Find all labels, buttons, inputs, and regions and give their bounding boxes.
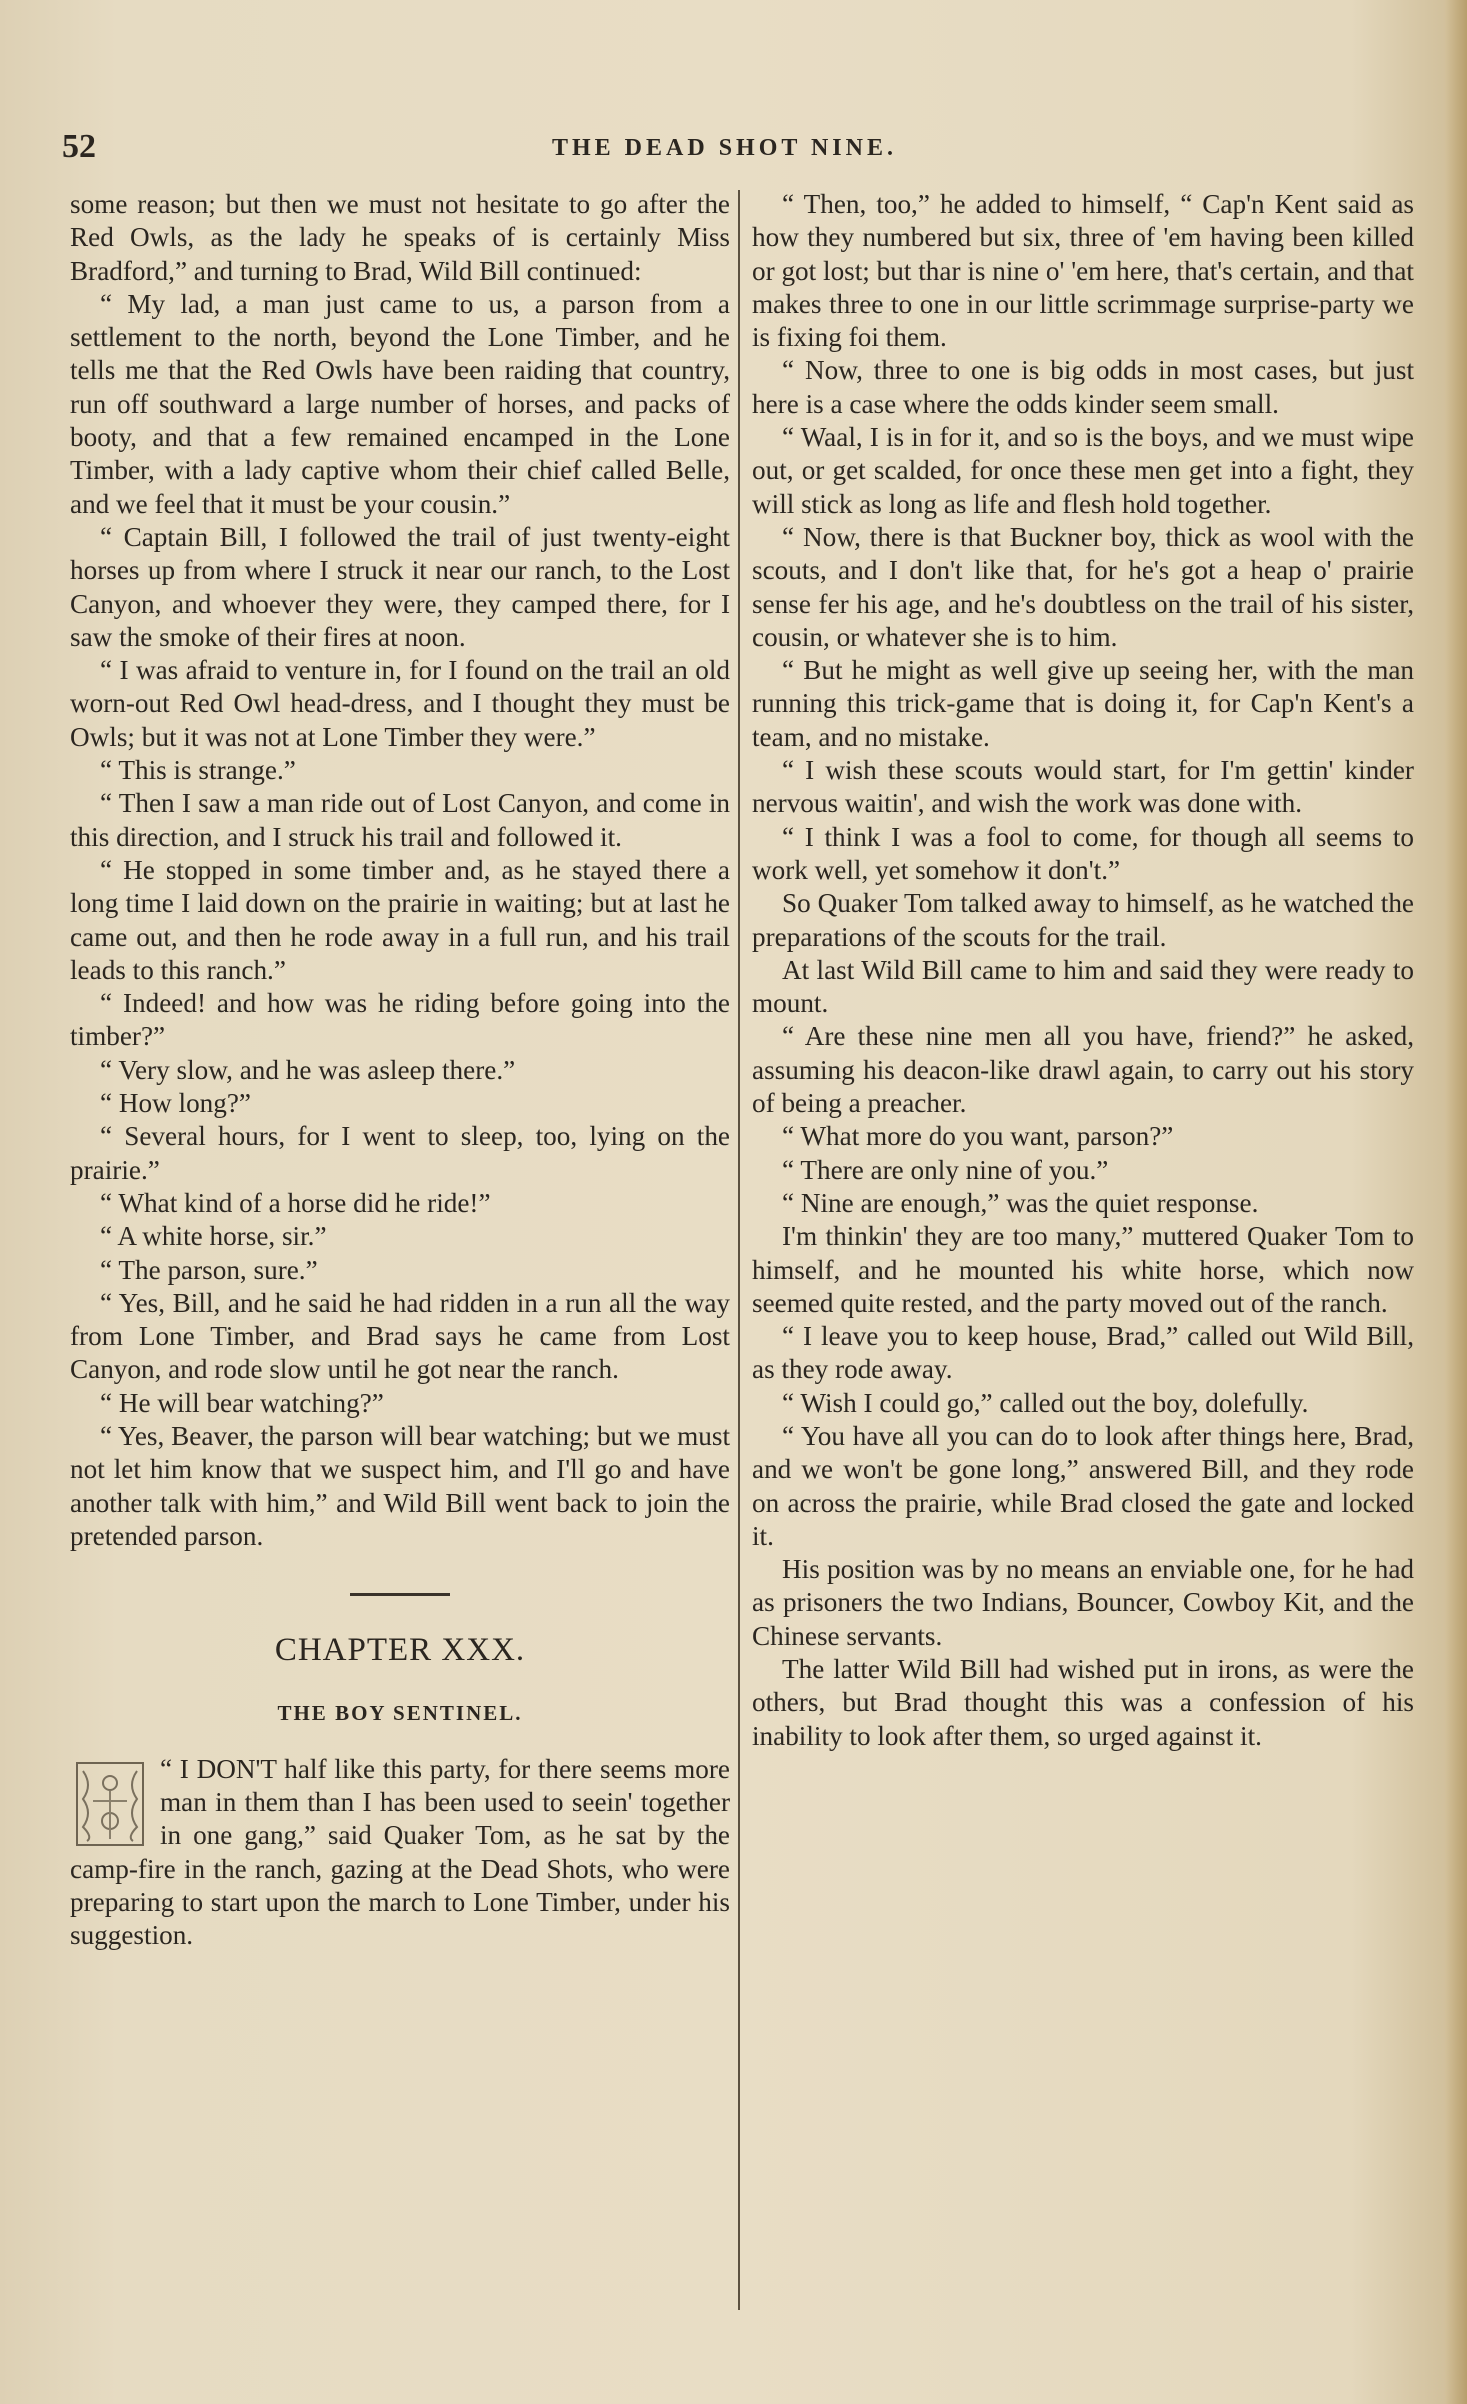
paragraph: “ Are these nine men all you have, friend?” he asked, assuming his deacon-like drawl again, to carry out his story of being a preacher.: [752, 1021, 1414, 1119]
paragraph: “ My lad, a man just came to us, a parson from a settlement to the north, beyond the Lone Timber, and he tells me that the Red Owls have been raiding that country, run off southward a large number of horses, and packs of booty, and that a few remained encamped in the Lone Timber, with a lady captive whom their chief called Belle, and we feel that it must be your cousin.”: [70, 288, 730, 519]
paragraph: “ Now, there is that Buckner boy, thick as wool with the scouts, and I don't like that, for he's got a heap o' prairie sense fer his age, and he's doubtless on the trail of his sister, cousin, or whatever she is to him.: [752, 521, 1414, 652]
paragraph: “ He will bear watching?”: [100, 1387, 384, 1418]
paragraph: “ How long?”: [100, 1088, 251, 1119]
chapter-opening-text: “ I DON'T half like this party, for there seems more man in them than I has been used to seein' together in one gang,” said Quaker Tom, as he sat by the camp-fire in the ranch, gazing at the Dead Shots, who were preparing to start upon the march to Lone Timber, under his suggestion.: [70, 1753, 730, 1951]
ornamental-initial-icon: [70, 1757, 150, 1851]
right-column: [752, 188, 1414, 1753]
paragraph: “ There are only nine of you.”: [782, 1154, 1109, 1185]
paragraph: The latter Wild Bill had wished put in irons, as were the others, but Brad thought this was a confession of his inability to look after them, so urged against it.: [752, 1654, 1414, 1751]
paragraph: “ What kind of a horse did he ride!”: [100, 1187, 491, 1218]
paragraph: “ You have all you can do to look after things here, Brad, and we won't be gone long,” answered Bill, and they rode on across the prairie, while Brad closed the gate and locked it.: [752, 1420, 1414, 1551]
paragraph: “ A white horse, sir.”: [100, 1221, 327, 1252]
paragraph: “ But he might as well give up seeing her, with the man running this trick-game that is doing it, for Cap'n Kent's a team, and no mistake.: [752, 655, 1414, 752]
paragraph: His position was by no means an enviable one, for he had as prisoners the two Indians, Bouncer, Cowboy Kit, and the Chinese servants.: [752, 1554, 1414, 1651]
paragraph: “ Then I saw a man ride out of Lost Canyon, and come in this direction, and I struck his trail and followed it.: [70, 788, 730, 852]
paragraph: “ I was afraid to venture in, for I found on the trail an old worn-out Red Owl head-dress, and I thought they must be Owls; but it was not at Lone Timber they were.”: [70, 655, 730, 752]
paragraph: So Quaker Tom talked away to himself, as he watched the preparations of the scouts for the trail.: [752, 888, 1414, 952]
running-title: THE DEAD SHOT NINE.: [552, 135, 897, 161]
paragraph: “ Wish I could go,” called out the boy, dolefully.: [782, 1387, 1309, 1418]
paragraph: “ He stopped in some timber and, as he stayed there a long time I laid down on the prairie in waiting; but at last he came out, and then he rode away in a full run, and his trail leads to this ranch.”: [70, 854, 730, 985]
paragraph: “ This is strange.”: [100, 755, 296, 786]
chapter-opening-paragraph: [70, 1753, 730, 1953]
paragraph: “ Nine are enough,” was the quiet response.: [782, 1187, 1259, 1218]
paragraph: “ Very slow, and he was asleep there.”: [100, 1054, 516, 1085]
left-column: [70, 188, 730, 1953]
paragraph: “ I wish these scouts would start, for I'm gettin' kinder nervous waitin', and wish the work was done with.: [752, 755, 1414, 819]
paragraph: “ Indeed! and how was he riding before going into the timber?”: [70, 988, 730, 1052]
paragraph: “ Then, too,” he added to himself, “ Cap'n Kent said as how they numbered but six, three of 'em having been killed or got lost; but thar is nine o' 'em here, that's certain, and that makes three to one in our little scrimmage surprise-party we is fixing foi them.: [752, 189, 1414, 353]
paragraph: “ I leave you to keep house, Brad,” called out Wild Bill, as they rode away.: [752, 1321, 1414, 1385]
paragraph: I'm thinkin' they are too many,” muttered Quaker Tom to himself, and he mounted his white horse, which now seemed quite rested, and the party moved out of the ranch.: [752, 1221, 1414, 1318]
paragraph: “ Captain Bill, I followed the trail of just twenty-eight horses up from where I struck it near our ranch, to the Lost Canyon, and whoever they were, they camped there, for I saw the smoke of their fires at noon.: [70, 521, 730, 652]
paragraph: “ Yes, Beaver, the parson will bear watching; but we must not let him know that we suspect him, and I'll go and have another talk with him,” and Wild Bill went back to join the pretended parson.: [70, 1420, 730, 1551]
paragraph: At last Wild Bill came to him and said they were ready to mount.: [752, 954, 1414, 1019]
paragraph: “ The parson, sure.”: [100, 1254, 318, 1285]
paragraph: “ Now, three to one is big odds in most cases, but just here is a case where the odds kinder seem small.: [752, 355, 1414, 419]
page-number: 52: [62, 128, 96, 165]
paragraph: “ Several hours, for I went to sleep, too, lying on the prairie.”: [70, 1121, 730, 1185]
paragraph: “ What more do you want, parson?”: [782, 1121, 1174, 1152]
page-edge: [1445, 0, 1467, 2404]
paragraph: some reason; but then we must not hesitate to go after the Red Owls, as the lady he speaks of is certainly Miss Bradford,” and turning to Brad, Wild Bill continued:: [70, 189, 730, 286]
paragraph: “ I think I was a fool to come, for though all seems to work well, yet somehow it don't.”: [752, 821, 1414, 885]
chapter-title: CHAPTER XXX.: [274, 1632, 526, 1669]
paragraph: “ Yes, Bill, and he said he had ridden in a run all the way from Lone Timber, and Brad says he came from Lost Canyon, and rode slow until he got near the ranch.: [70, 1287, 730, 1385]
column-rule: [738, 190, 740, 2310]
chapter-divider: [350, 1593, 450, 1596]
page-header: [62, 128, 1422, 168]
chapter-subtitle: THE BOY SENTINEL.: [277, 1701, 523, 1726]
paragraph: “ Waal, I is in for it, and so is the boys, and we must wipe out, or get scalded, for once these men get into a fight, they will stick as long as life and flesh hold together.: [752, 422, 1414, 519]
